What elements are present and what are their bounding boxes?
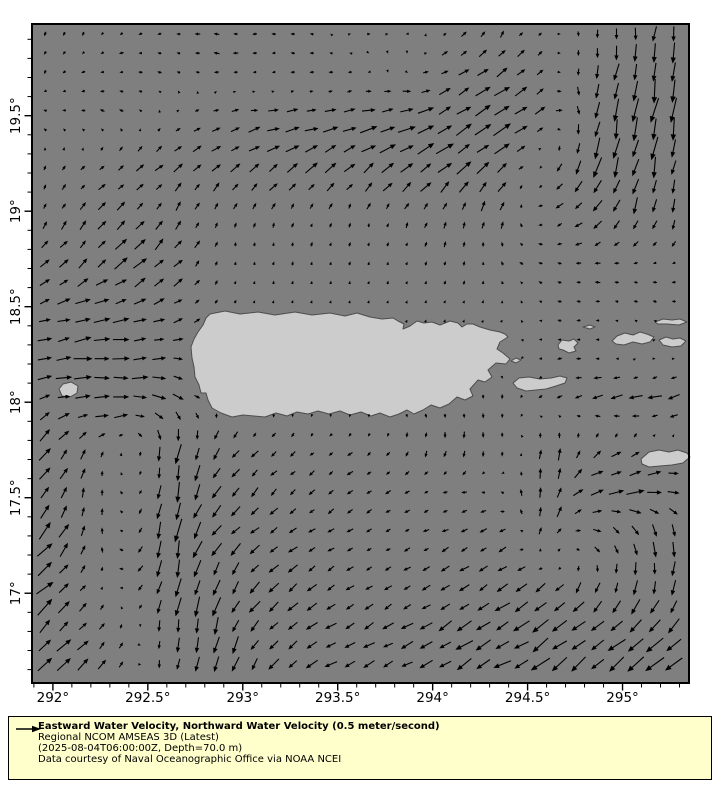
x-tick-label: 292° [36,690,70,706]
x-tick-label: 293.5° [315,690,361,706]
y-tick-label: 18° [8,390,24,415]
legend-title: Eastward Water Velocity, Northward Water Velocity (0.5 meter/second) [38,721,440,732]
legend-courtesy: Data courtesy of Naval Oceanographic Office via NOAA NCEI [38,753,342,765]
y-tick-label: 19.5° [8,97,24,135]
legend-time-depth: (2025-08-04T06:00:00Z, Depth=70.0 m) [38,742,243,754]
y-tick-label: 17.5° [8,479,24,517]
y-tick-label: 19° [8,199,24,224]
y-tick-label: 18.5° [8,288,24,326]
y-tick-label: 17° [8,581,24,606]
legend-dataset: Regional NCOM AMSEAS 3D (Latest) [38,731,219,743]
land-st-john [659,337,686,347]
legend-box [8,716,712,780]
x-tick-label: 294.5° [504,690,551,706]
x-tick-label: 292.5° [125,690,171,706]
land-tortola-strip [655,319,687,325]
x-tick-label: 295° [606,690,639,706]
x-tick-label: 293° [226,690,260,706]
x-tick-label: 294° [416,690,449,706]
